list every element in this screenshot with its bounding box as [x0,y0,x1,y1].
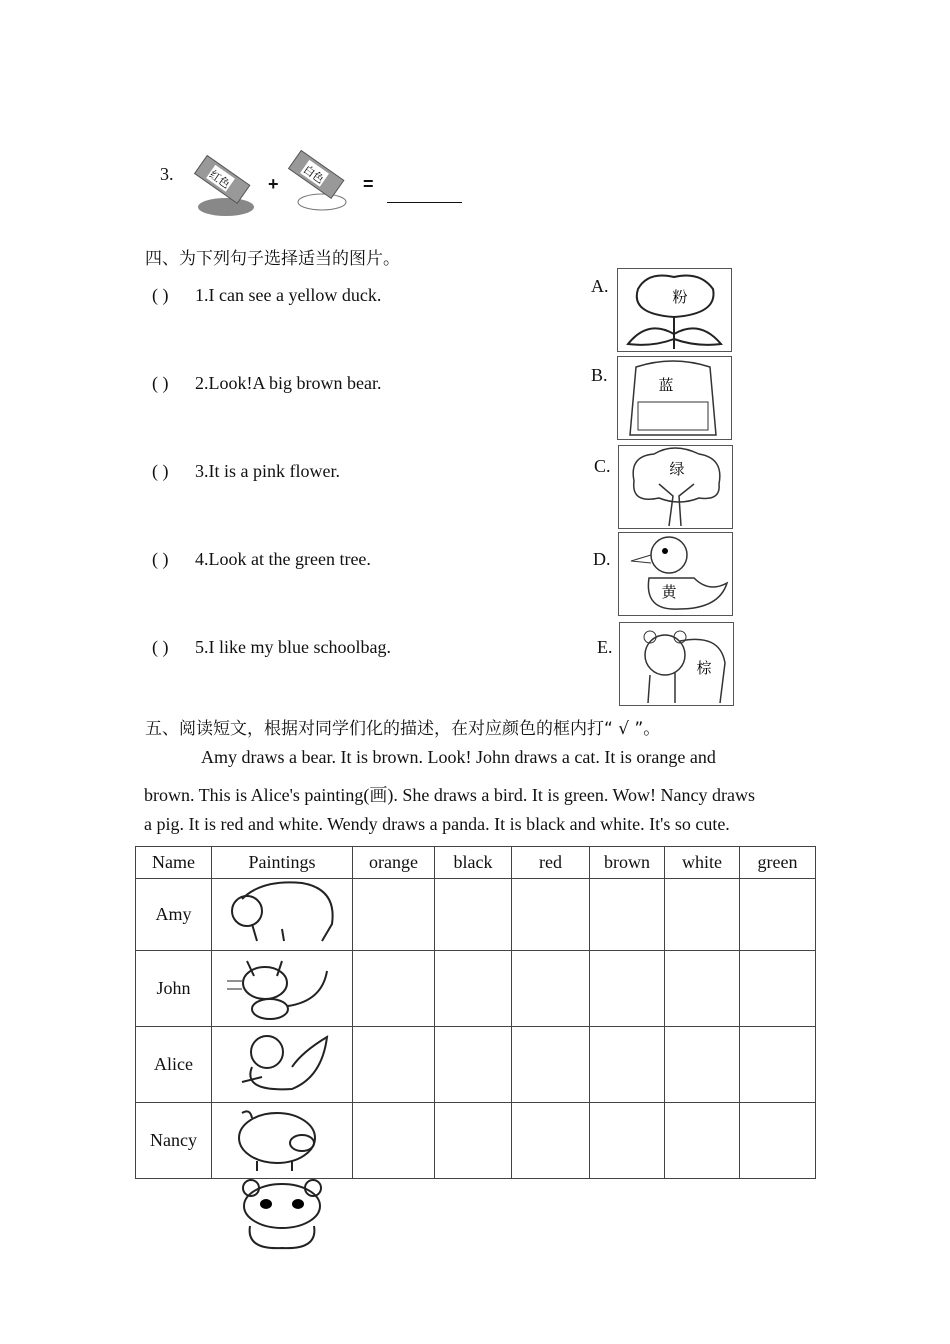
sentence: 2.Look!A big brown bear. [195,373,382,393]
color-char: 蓝 [658,378,674,394]
color-char: 粉 [672,290,688,306]
student-name: John [136,951,212,1027]
sentence: 4.Look at the green tree. [195,549,371,569]
pig-icon [212,1103,353,1179]
duck-icon [618,532,733,616]
header-white: white [665,847,740,879]
check-cell[interactable] [512,951,590,1027]
passage-line: a pig. It is red and white. Wendy draws a panda. It is black and white. It's so cute. [144,814,730,834]
panda-icon [236,1178,328,1252]
cat-icon [212,951,353,1027]
answer-paren[interactable]: ( ) [152,549,169,569]
section4-title: 四、为下列句子选择适当的图片。 [145,249,400,269]
student-name: Alice [136,1027,212,1103]
sentence: 3.It is a pink flower. [195,461,340,481]
red-paint-tube-icon [188,155,258,219]
color-char: 黄 [661,585,677,601]
check-cell[interactable] [590,951,665,1027]
table-row [136,1027,816,1103]
option-letter: D. [593,549,611,569]
sentence: 5.I like my blue schoolbag. [195,637,391,657]
check-cell[interactable] [512,1103,590,1179]
equals-sign: = [363,174,374,194]
table-row [136,879,816,951]
answer-paren[interactable]: ( ) [152,373,169,393]
color-char: 绿 [669,462,685,478]
bear-icon [212,879,353,951]
check-cell[interactable] [590,1027,665,1103]
answer-paren[interactable]: ( ) [152,461,169,481]
passage-line: Amy draws a bear. It is brown. Look! John draws a cat. It is orange and [201,747,716,767]
answer-paren[interactable]: ( ) [152,285,169,305]
option-letter: A. [591,276,609,296]
header-green: green [740,847,816,879]
check-cell[interactable] [353,951,435,1027]
check-cell[interactable] [353,1103,435,1179]
header-orange: orange [353,847,435,879]
bear-icon [619,622,734,706]
section5-title: 五、阅读短文，根据对同学们化的描述，在对应颜色的框内打“ √ ”。 [145,719,661,739]
check-cell[interactable] [590,1103,665,1179]
check-cell[interactable] [740,879,816,951]
tube-label: 白色 [300,163,326,187]
check-cell[interactable] [435,1027,512,1103]
student-name: Amy [136,879,212,951]
check-cell[interactable] [353,879,435,951]
white-paint-tube-icon [282,150,352,214]
check-cell[interactable] [435,879,512,951]
question-number: 3. [160,164,174,184]
check-cell[interactable] [740,951,816,1027]
table-header-row [136,847,816,879]
check-cell[interactable] [740,1103,816,1179]
check-cell[interactable] [512,879,590,951]
answer-paren[interactable]: ( ) [152,637,169,657]
answer-blank[interactable] [387,202,462,203]
check-cell[interactable] [353,1027,435,1103]
check-cell[interactable] [665,1103,740,1179]
tube-label: 红色 [206,168,232,192]
flower-icon [617,268,732,352]
check-cell[interactable] [665,1027,740,1103]
check-cell[interactable] [590,879,665,951]
header-name: Name [136,847,212,879]
tree-icon [618,445,733,529]
header-paintings: Paintings [212,847,353,879]
sentence: 1.I can see a yellow duck. [195,285,382,305]
color-table [135,846,816,1179]
check-cell[interactable] [665,951,740,1027]
check-cell[interactable] [665,879,740,951]
option-letter: E. [597,637,613,657]
schoolbag-icon [617,356,732,440]
table-row [136,951,816,1027]
passage-line: brown. This is Alice's painting(画). She draws a bird. It is green. Wow! Nancy draws [144,785,756,805]
check-cell[interactable] [512,1027,590,1103]
table-row [136,1103,816,1179]
header-red: red [512,847,590,879]
student-name: Nancy [136,1103,212,1179]
plus-sign: + [268,174,279,194]
header-black: black [435,847,512,879]
header-brown: brown [590,847,665,879]
option-letter: B. [591,365,608,385]
check-cell[interactable] [435,1103,512,1179]
check-cell[interactable] [740,1027,816,1103]
check-cell[interactable] [435,951,512,1027]
bird-icon [212,1027,353,1103]
color-char: 棕 [696,661,712,677]
option-letter: C. [594,456,611,476]
